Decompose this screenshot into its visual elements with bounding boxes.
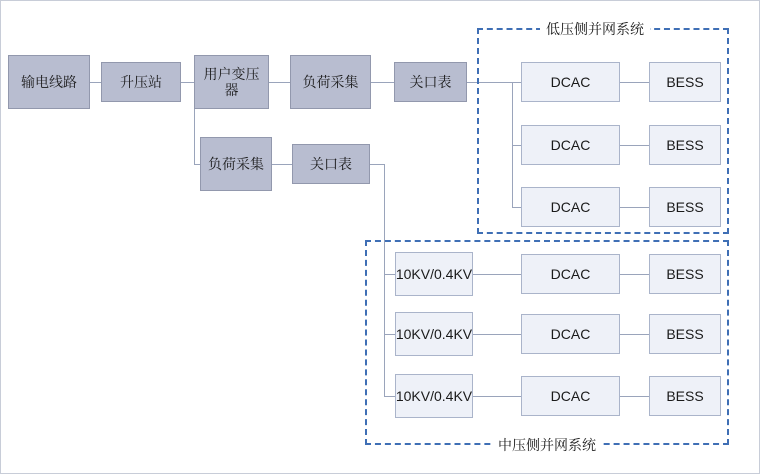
node-mv-transformer-1[interactable] [395, 252, 473, 296]
node-mv-dcac-2-label: DCAC [550, 325, 591, 342]
node-gateway-meter-1[interactable] [394, 62, 467, 102]
node-mv-dcac-3-label: DCAC [550, 387, 591, 404]
node-lv-dcac-2-label: DCAC [550, 136, 591, 153]
node-mv-dcac-3[interactable] [521, 376, 620, 416]
connector-line-transformer-to-load1 [268, 82, 290, 83]
node-mv-dcac-1[interactable] [521, 254, 620, 294]
node-mv-transformer-2-label: 10KV/0.4KV [395, 325, 473, 342]
node-lv-bess-1[interactable] [649, 62, 721, 102]
node-lv-bess-2-label: BESS [666, 136, 704, 153]
node-mv-bess-1-label: BESS [666, 265, 704, 282]
node-mv-dcac-2[interactable] [521, 314, 620, 354]
group-label-low-voltage: 低压侧并网系统 [540, 19, 650, 39]
node-lv-bess-3[interactable] [649, 187, 721, 227]
node-lv-bess-2[interactable] [649, 125, 721, 165]
node-transmission-line-label: 输电线路 [21, 73, 77, 90]
frame-top [0, 0, 760, 1]
node-mv-dcac-1-label: DCAC [550, 265, 591, 282]
node-step-up-station-label: 升压站 [120, 73, 162, 90]
node-mv-bess-2[interactable] [649, 314, 721, 354]
node-lv-dcac-1[interactable] [521, 62, 620, 102]
node-load-acquisition-1-label: 负荷采集 [302, 73, 359, 90]
node-mv-bess-3[interactable] [649, 376, 721, 416]
node-step-up-station[interactable] [101, 62, 181, 102]
connector-line-stepup-to-transformer [180, 82, 194, 83]
connector-line-meter2-out [370, 164, 384, 165]
node-load-acquisition-2-label: 负荷采集 [208, 155, 264, 172]
node-lv-dcac-3-label: DCAC [550, 198, 591, 215]
node-mv-bess-1[interactable] [649, 254, 721, 294]
connector-line-load1-to-meter1 [370, 82, 394, 83]
node-lv-dcac-2[interactable] [521, 125, 620, 165]
node-user-transformer[interactable] [194, 55, 269, 109]
node-lv-dcac-3[interactable] [521, 187, 620, 227]
node-gateway-meter-1-label: 关口表 [409, 73, 452, 90]
connector-line-load2-to-meter2 [272, 164, 292, 165]
node-mv-transformer-3[interactable] [395, 374, 473, 418]
node-gateway-meter-2[interactable] [292, 144, 370, 184]
node-mv-transformer-2[interactable] [395, 312, 473, 356]
node-mv-bess-2-label: BESS [666, 325, 704, 342]
node-transmission-line[interactable] [8, 55, 90, 109]
frame-left [0, 0, 1, 474]
node-lv-bess-3-label: BESS [666, 198, 704, 215]
group-label-medium-voltage: 中压侧并网系统 [492, 435, 602, 455]
node-user-transformer-label: 用户变压器 [203, 65, 260, 98]
node-load-acquisition-1[interactable] [290, 55, 371, 109]
node-lv-bess-1-label: BESS [666, 73, 704, 90]
node-mv-transformer-1-label: 10KV/0.4KV [395, 265, 473, 282]
node-lv-dcac-1-label: DCAC [550, 73, 591, 90]
node-load-acquisition-2[interactable] [200, 137, 272, 191]
node-mv-transformer-3-label: 10KV/0.4KV [395, 387, 473, 404]
node-gateway-meter-2-label: 关口表 [310, 155, 352, 172]
node-mv-bess-3-label: BESS [666, 387, 704, 404]
